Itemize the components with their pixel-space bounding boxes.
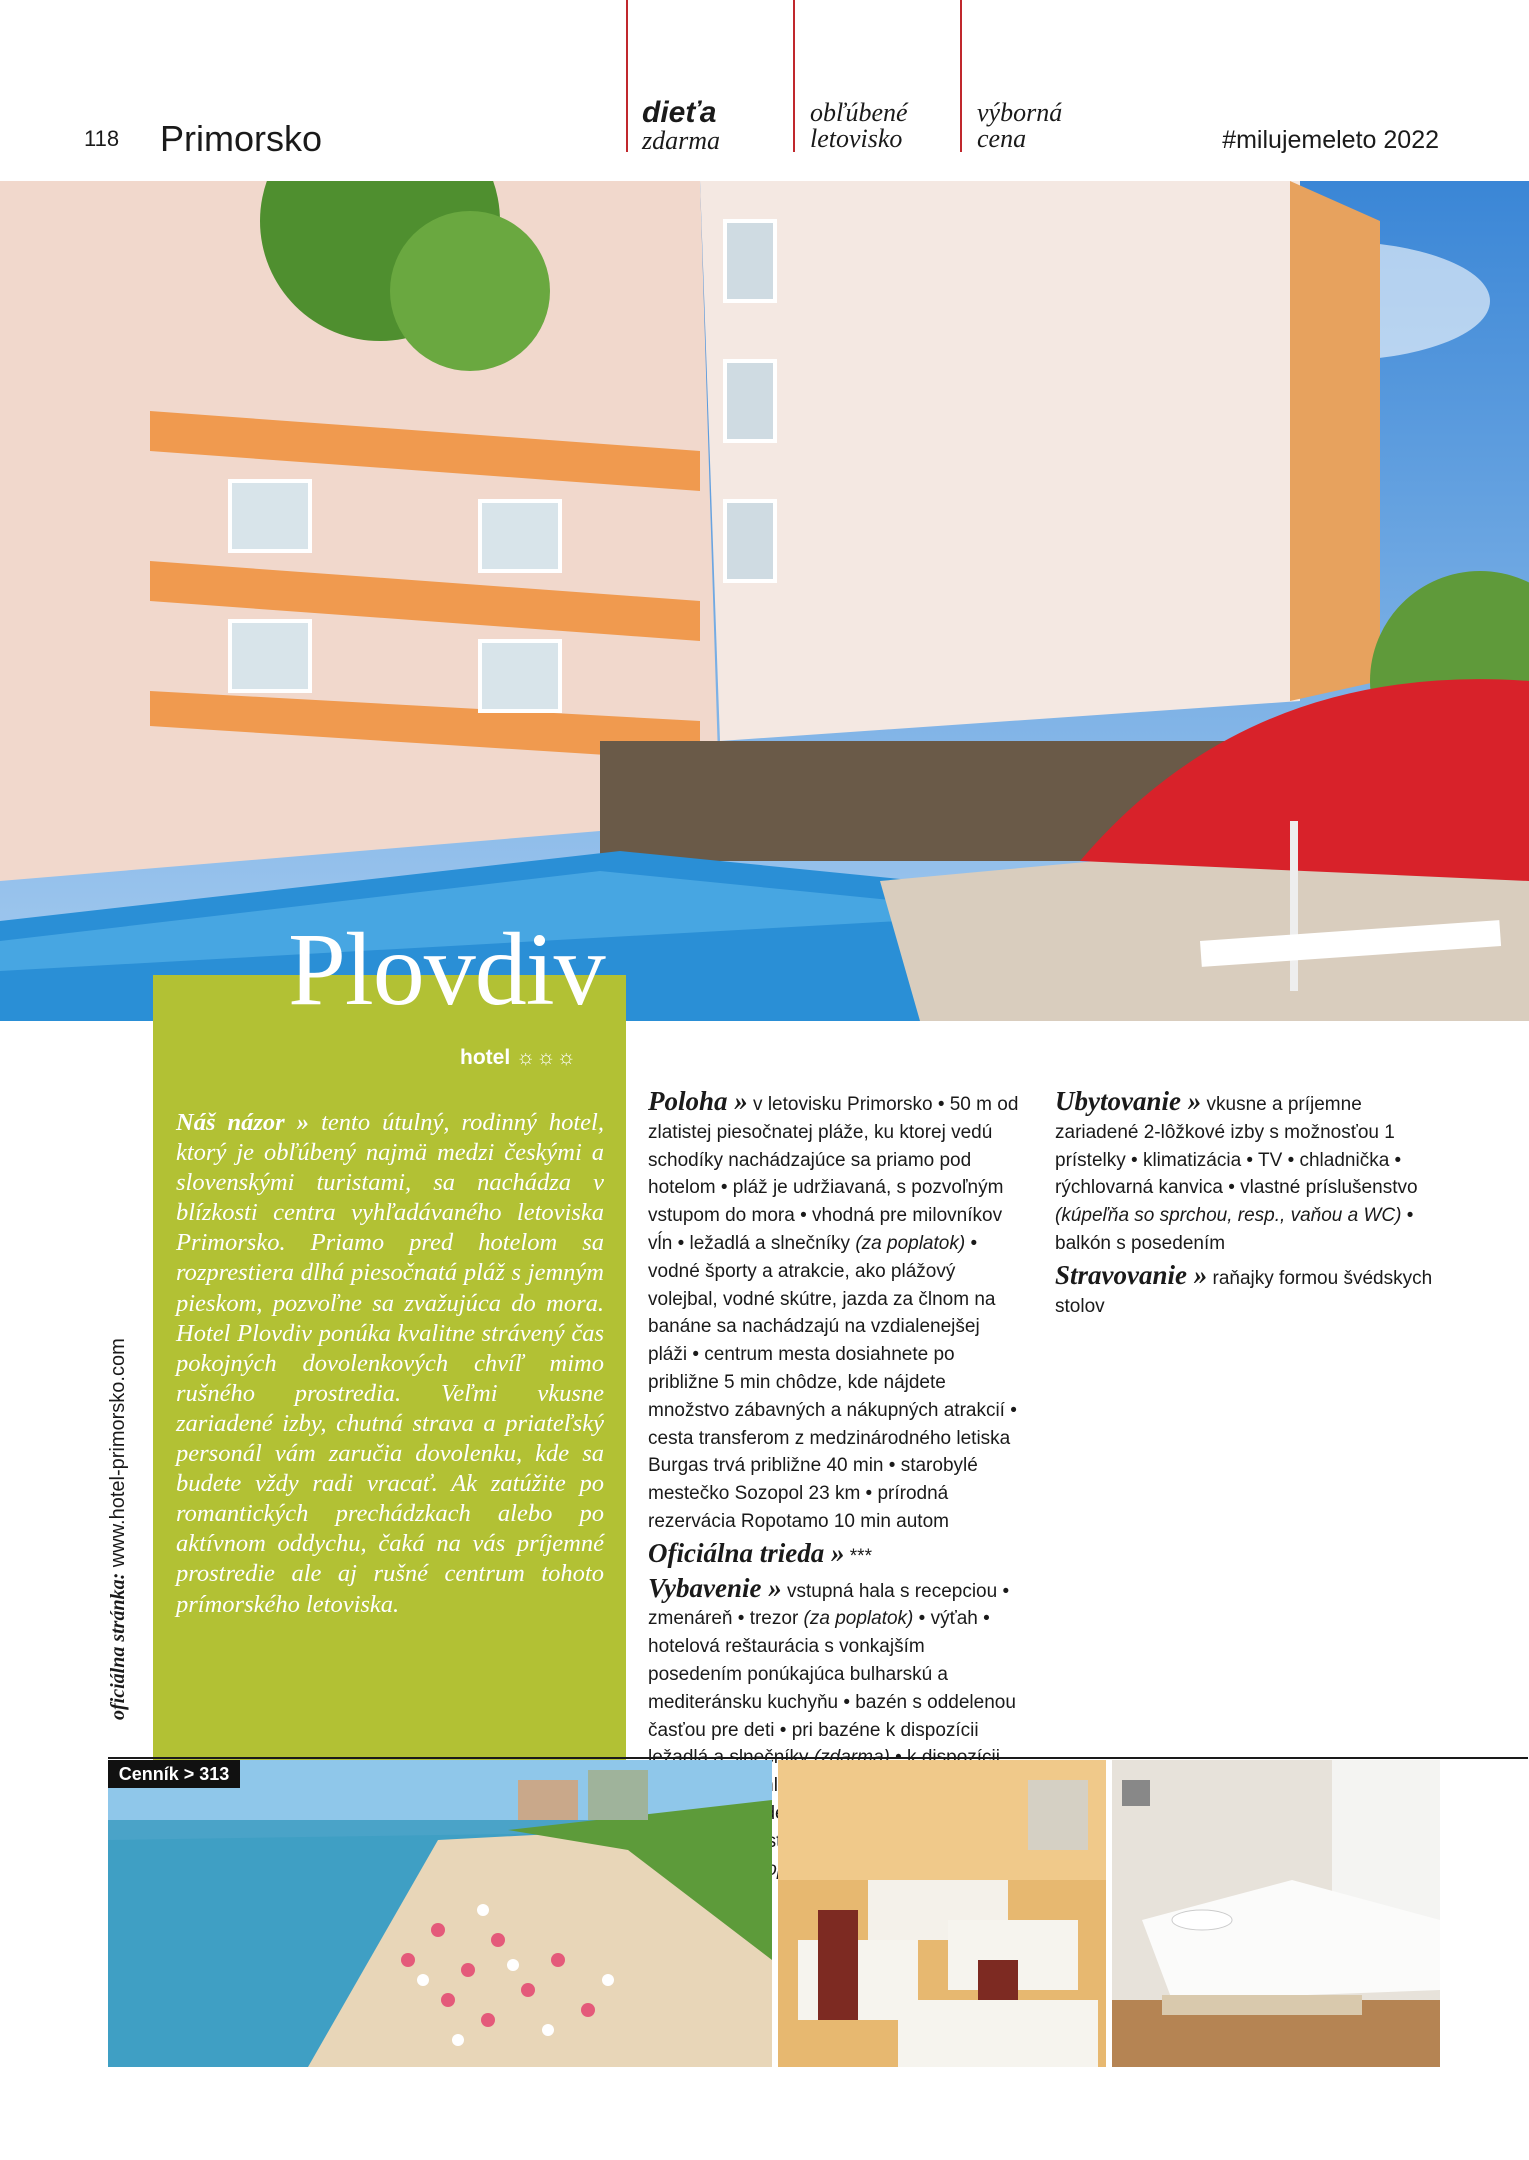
- column-right: [1055, 1088, 1440, 1320]
- badge-line: výborná: [977, 98, 1063, 127]
- accommodation-heading: Ubytovanie »: [1055, 1086, 1202, 1116]
- website-label: oficiálna stránka:: [107, 1572, 129, 1720]
- beach-illustration: [108, 1760, 772, 2067]
- badge-line: cena: [977, 124, 1027, 153]
- website: [107, 1338, 130, 1720]
- section-title: Primorsko: [160, 118, 323, 159]
- location-note: (za poplatok): [855, 1232, 966, 1254]
- location-section: [648, 1088, 1020, 1536]
- board-heading: Stravovanie »: [1055, 1259, 1208, 1290]
- badge-divider: [793, 0, 795, 152]
- beach-photo: [108, 1760, 772, 2067]
- hotel-name: Plovdiv: [288, 912, 605, 1027]
- facilities-note: (za poplatok): [803, 1608, 914, 1630]
- official-class-value: ***: [849, 1545, 872, 1567]
- pricelist-link[interactable]: Cenník > 313: [108, 1760, 240, 1788]
- star-rating-icon: ☼☼☼: [516, 1046, 577, 1069]
- location-text: v letovisku Primorsko • 50 m od zlatistej piesočnatej pláže, ku ktorej vedú schodíky nachádzajúce sa priamo pod hotelom • pláž je udržiavaná, s pozvoľným vstupom do mora • vhodná pre milovníkov vĺn • ležadlá a slnečníky: [648, 1094, 1019, 1254]
- badge-popular-resort: [810, 100, 908, 152]
- official-class-heading: Oficiálna trieda »: [648, 1537, 845, 1568]
- opinion-heading: Náš názor »: [176, 1109, 310, 1136]
- board-section: [1055, 1259, 1440, 1321]
- accommodation-text: vkusne a príjemne zariadené 2-lôžkové izby s možnosťou 1 prístelky • klimatizácia • TV • chladnička • rýchlovarná kanvica • vlastné príslušenstvo: [1055, 1094, 1418, 1199]
- badge-divider: [626, 0, 628, 152]
- facilities-text: vstupná hala s recepciou • zmenáreň • trezor: [648, 1580, 1010, 1630]
- hotel-category-label: hotel: [460, 1046, 511, 1069]
- hotel-pool-illustration: [0, 181, 1529, 1027]
- facilities-text: • výťah • hotelová reštaurácia s vonkajším posedením ponúkajúca bulharskú a mediteránsku kuchyňu • bazén s oddelenou časťou pre deti • pri bazéne k dispozícii: [648, 1608, 1016, 1741]
- restaurant-photo: [778, 1760, 1106, 2067]
- opinion-text: [176, 1108, 604, 1620]
- location-text: • vodné športy a atrakcie, ako plážový volejbal, vodné skútre, jazda za člnom na banáne sa nachádzajú na vzdialenejšej pláži • centrum mesta dosiahnete po približne 5 min chôdze, kde nájdete množstvo zábavných a nákupných atrakcií • cesta transferom z medzinárodného letiska Burgas trvá približne 40 min • starobylé mestečko Sozopol 23 km • prírodná rezervácia Ropotamo 10 min autom: [648, 1232, 1017, 1532]
- badge-line: zdarma: [642, 126, 721, 155]
- accommodation-text: • balkón s posedením: [1055, 1205, 1414, 1254]
- hashtag: #milujemeleto 2022: [1222, 126, 1439, 154]
- badge-line: obľúbené: [810, 98, 908, 127]
- page-number: 118: [84, 126, 120, 151]
- accommodation-section: [1055, 1088, 1440, 1258]
- badge-line: letovisko: [810, 124, 903, 153]
- divider: [108, 1757, 1528, 1759]
- hero-photo: [0, 181, 1529, 1027]
- accommodation-note: (kúpeľňa so sprchou, resp., vaňou a WC): [1055, 1205, 1402, 1227]
- restaurant-illustration: [778, 1760, 1106, 2067]
- opinion-body: tento útulný, rodinný hotel, ktorý je obľúbený najmä medzi českými a slovenskými turistami, sa nachádza v blízkosti centra vyhľadávaného letoviska Primorsko. Priamo pred hotelom sa rozprestiera dlhá piesočnatá pláž s jemným pieskom, pozvoľne sa zvažujúca do mora. Hotel Plovdiv ponúka kvalitne strávený čas pokojných dovolenkových chvíľ mimo rušného prostredia. Veľmi vkusne zariadené izby, chutná strava a priateľský personál vám zaručia dovolenku, kde sa budete vždy radi vracať. Ak zatúžite po romantických prechádzkach alebo po aktívnom oddychu, čaká na vás príjemné prostredie ale aj rušné centrum tohoto prímorského letoviska.: [176, 1109, 604, 1618]
- room-photo: [1112, 1760, 1440, 2067]
- badge-line: dieťa: [642, 96, 717, 129]
- badge-divider: [960, 0, 962, 152]
- location-heading: Poloha »: [648, 1086, 748, 1116]
- facilities-heading: Vybavenie »: [648, 1572, 782, 1603]
- hotel-category: [460, 1046, 577, 1070]
- board-text: raňajky formou švédskych stolov: [1055, 1267, 1433, 1317]
- badge-child-free: [642, 98, 720, 154]
- room-illustration: [1112, 1760, 1440, 2067]
- website-link[interactable]: www.hotel-primorsko.com: [107, 1338, 129, 1568]
- official-class-section: [648, 1537, 1020, 1571]
- badge-great-price: [977, 100, 1062, 152]
